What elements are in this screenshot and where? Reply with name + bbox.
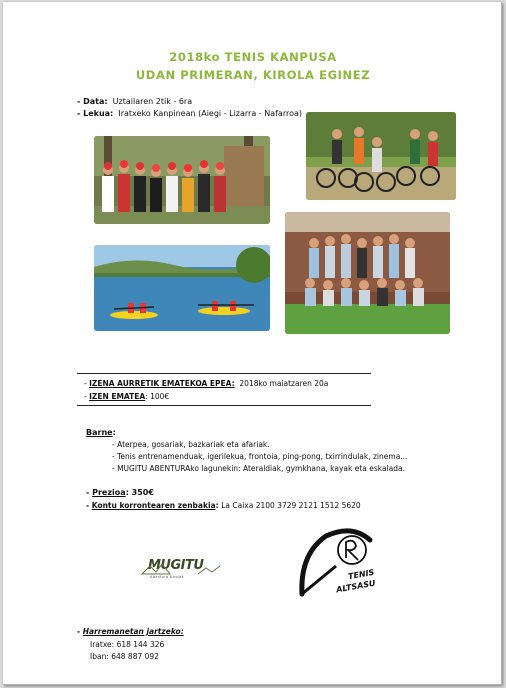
photo-kayaks [94,245,270,331]
fee-line: - IZEN EMATEA: 100€ [84,392,170,401]
title-line-2: UDAN PRIMERAN, KIROLA EGINEZ [135,68,371,82]
tennis-racket-icon [296,524,396,606]
place-label: - Lekua: [77,109,114,118]
mugitu-tagline: Abentura Kirolak [150,575,184,579]
includes-item: - MUGITU ABENTURAko lagunekin: Ateraldiak, gymkhana, kayak eta eskalada. [112,464,406,473]
account-value: La Caixa 2100 3729 2121 1512 5620 [221,501,361,510]
price-label: Prezioa [92,488,126,497]
mugitu-logo-text: MUGITU [148,558,204,573]
includes-item: - Tenis entrenamenduak, igerilekua, frontoia, ping-pong, txirrindulak, zinema... [112,452,408,461]
fee-value: : 100€ [145,392,170,401]
price-value: 350€ [131,488,154,497]
box-bottom-line [77,405,371,406]
place-value: Iratxeko Kanpinean (Aiegi - Lizarra - Nafarroa) [118,109,303,118]
price-line: - Prezioa: 350€ [86,488,154,497]
photo-group-house [285,212,450,334]
date-value: Uztailaren 2tik - 6ra [112,97,193,106]
account-line: - Kontu korrontearen zenbakia: La Caixa 2100 3729 2121 1512 5620 [86,501,361,510]
deadline-label: IZENA AURRETIK EMATEKOA EPEA: [89,379,235,388]
date-label: - Data: [77,97,108,106]
photo-group-helmets [94,136,270,224]
contact-label: Harremanetan jartzeko: [82,627,184,636]
includes-heading: Barne: [86,428,116,437]
tenis-logo-line2: ALTSASU [335,578,377,595]
contact-line-2: Iban: 648 887 092 [90,652,159,661]
box-top-line [77,373,371,374]
photo-bikes [306,112,456,200]
includes-label: Barne [86,428,113,437]
deadline-line: - IZENA AURRETIK EMATEKOA EPEA: 2018ko maiatzaren 20a [84,379,329,388]
account-label: Kontu korrontearen zenbakia [91,501,216,510]
fee-label: IZEN EMATEA [89,392,146,401]
includes-item: - Aterpea, gosariak, bazkariak eta afariak. [112,440,270,449]
mugitu-logo [140,558,224,584]
tenis-logo-line1: TENIS [347,567,375,582]
place-line [77,109,302,118]
tenis-altsasu-logo [296,524,396,606]
contact-heading: - Harremanetan jartzeko: [77,627,184,636]
mugitu-mountain-icon [140,560,224,576]
contact-line-1: Iratxe: 618 144 326 [90,640,165,649]
title-line-1: 2018ko TENIS KANPUSA [169,50,337,64]
deadline-value: 2018ko maiatzaren 20a [239,379,329,388]
date-line [77,97,192,106]
